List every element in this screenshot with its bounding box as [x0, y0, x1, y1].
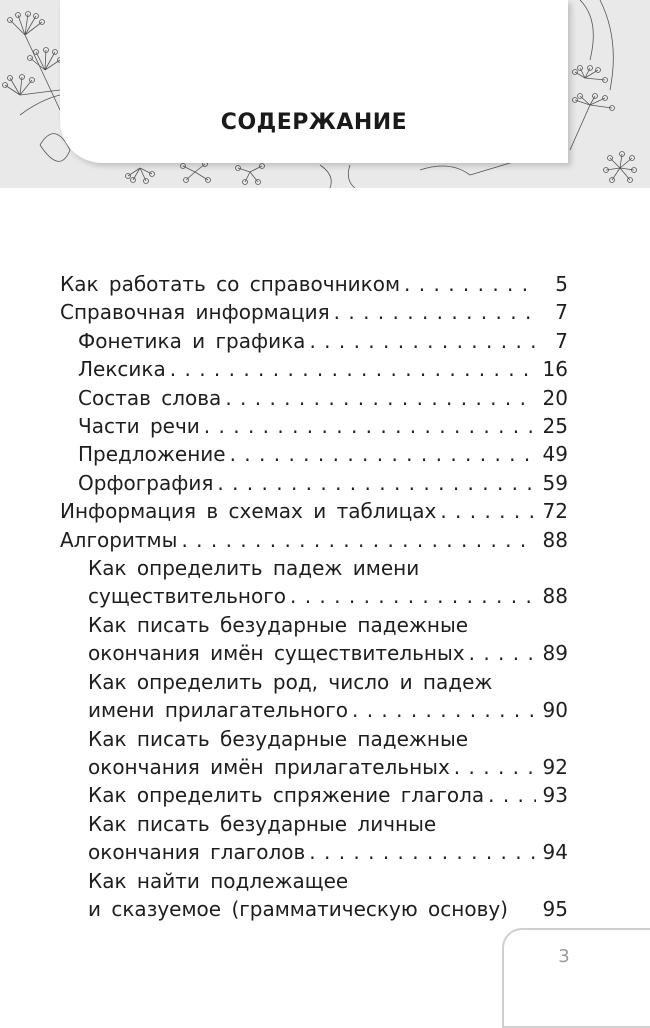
- toc-entry-label: Предложение: [78, 442, 226, 467]
- toc-entry-label: Как определить спряжение глагола: [88, 783, 485, 808]
- toc-entry-label-line1: Как определить падеж имени: [88, 556, 420, 581]
- dot-leader: [454, 753, 536, 781]
- dot-leader: [230, 440, 536, 468]
- toc-entry-page: 93: [542, 783, 568, 808]
- dot-leader: [352, 696, 536, 724]
- toc-entry-label: Лексика: [78, 357, 166, 382]
- toc-entry[interactable]: [60, 384, 568, 412]
- toc-entry-page: 5: [555, 272, 568, 296]
- toc-entry-label: и сказуемое (грамматическую основу): [88, 896, 508, 921]
- toc-entry[interactable]: [60, 327, 568, 355]
- toc-entry-page: 88: [542, 527, 568, 552]
- toc-entry-label: Алгоритмы: [60, 527, 178, 552]
- toc-entry-label-line1: Как найти подлежащее: [88, 868, 349, 893]
- toc-entry[interactable]: [60, 611, 568, 668]
- toc-entry-label: Информация в схемах и таблицах: [60, 499, 437, 524]
- toc-entry-label: окончания глаголов: [88, 840, 306, 865]
- toc-entry[interactable]: [60, 270, 568, 298]
- toc-entry[interactable]: [60, 298, 568, 326]
- toc-entry[interactable]: [60, 810, 568, 867]
- page-title: СОДЕРЖАНИЕ: [220, 110, 408, 135]
- dot-leader: [204, 412, 536, 440]
- dot-leader: [334, 298, 536, 326]
- toc-entry-label-line1: Как определить род, число и падеж: [88, 669, 493, 694]
- dot-leader: [309, 838, 536, 866]
- toc-entry-page: 20: [542, 385, 568, 410]
- toc-entry-page: 88: [542, 584, 568, 609]
- header-decor-band: [0, 0, 650, 188]
- page-number: 3: [558, 946, 570, 967]
- toc-entry[interactable]: [60, 440, 568, 468]
- toc-entry-label-line1: Как писать безударные падежные: [88, 612, 469, 637]
- toc-entry[interactable]: [60, 554, 568, 611]
- dot-leader: [170, 355, 536, 383]
- toc-entry[interactable]: [60, 526, 568, 554]
- dot-leader: [225, 384, 536, 412]
- dot-leader: [488, 781, 536, 809]
- toc-entry-page: 25: [542, 414, 568, 439]
- dot-leader: [309, 327, 536, 355]
- toc-entry[interactable]: [60, 781, 568, 809]
- toc-entry-label: Справочная информация: [60, 300, 330, 325]
- toc-entry-page: 89: [542, 641, 568, 666]
- table-of-contents: [60, 270, 568, 923]
- title-card: [60, 0, 568, 163]
- dot-leader: [404, 270, 536, 298]
- toc-entry[interactable]: [60, 725, 568, 782]
- dot-leader: [217, 469, 536, 497]
- toc-entry-page: 49: [542, 442, 568, 467]
- toc-entry-label: окончания имён существительных: [88, 641, 465, 666]
- toc-entry[interactable]: [60, 412, 568, 440]
- toc-entry-label: окончания имён прилагательных: [88, 754, 450, 779]
- toc-entry-page: 59: [542, 470, 568, 495]
- toc-entry-label: Состав слова: [78, 385, 222, 410]
- toc-entry-label: Как работать со справочником: [60, 272, 401, 296]
- toc-entry-label: имени прилагательного: [88, 698, 348, 723]
- dot-leader: [469, 639, 536, 667]
- toc-entry[interactable]: [60, 867, 568, 924]
- toc-entry-page: 95: [542, 896, 568, 921]
- dot-leader: [290, 582, 536, 610]
- toc-entry-label: Орфография: [78, 470, 214, 495]
- toc-entry[interactable]: [60, 469, 568, 497]
- toc-entry-page: 90: [542, 698, 568, 723]
- toc-entry[interactable]: [60, 497, 568, 525]
- toc-entry-page: 94: [542, 840, 568, 865]
- toc-entry-page: 7: [555, 300, 568, 325]
- page-number-box: [502, 928, 650, 1028]
- dot-leader: [440, 497, 536, 525]
- toc-entry-label: Части речи: [78, 414, 200, 439]
- toc-entry-page: 72: [542, 499, 568, 524]
- toc-entry-label-line1: Как писать безударные падежные: [88, 726, 469, 751]
- toc-entry-page: 92: [542, 754, 568, 779]
- toc-entry-page: 7: [555, 328, 568, 353]
- toc-entry-label-line1: Как писать безударные личные: [88, 811, 437, 836]
- toc-entry-label: Фонетика и графика: [78, 328, 306, 353]
- toc-entry[interactable]: [60, 355, 568, 383]
- toc-entry-label: существительного: [88, 584, 286, 609]
- toc-entry-page: 16: [542, 357, 568, 382]
- dot-leader: [181, 526, 536, 554]
- toc-entry[interactable]: [60, 668, 568, 725]
